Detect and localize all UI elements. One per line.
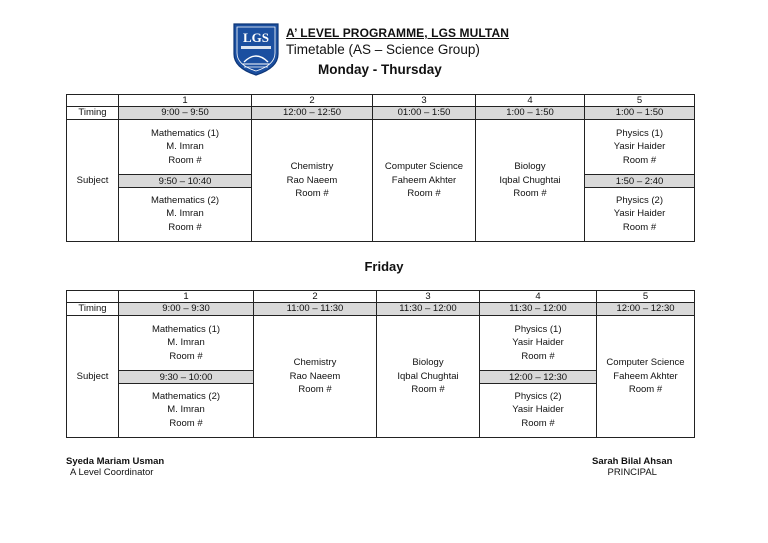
org-title: A’ LEVEL PROGRAMME, LGS MULTAN (286, 26, 510, 40)
timing-cell: 11:30 – 12:00 (377, 303, 480, 316)
subject-block (119, 188, 251, 241)
subject-name: Computer Science (384, 161, 464, 173)
timetable-subtitle: Timetable (AS – Science Group) (286, 42, 480, 57)
timing-row (67, 107, 695, 120)
subject-label: Subject (67, 120, 119, 242)
split-subject-cell (480, 316, 597, 438)
principal-role: PRINCIPAL (607, 467, 657, 478)
subject-name: Mathematics (1) (151, 323, 221, 335)
corner-cell (67, 291, 119, 303)
split-subject-cell (119, 316, 254, 438)
subject-cell (476, 120, 585, 242)
timing-cell: 12:00 – 12:50 (252, 107, 373, 120)
teacher-name: Yasir Haider (512, 337, 564, 349)
timing-cell: 1:00 – 1:50 (476, 107, 585, 120)
friday-timetable (66, 290, 695, 438)
subject-name: Physics (2) (514, 390, 562, 402)
subject-name: Mathematics (1) (150, 127, 220, 139)
subject-name: Computer Science (606, 357, 685, 369)
subject-cell (597, 316, 695, 438)
timing-label: Timing (67, 303, 119, 316)
principal-signature-block (592, 456, 672, 478)
timing-cell: 11:00 – 11:30 (254, 303, 377, 316)
subject-block (480, 384, 596, 437)
teacher-name: Iqbal Chughtai (397, 370, 459, 382)
teacher-name: Iqbal Chughtai (499, 174, 561, 186)
subject-cell (254, 316, 377, 438)
period-header-row (67, 95, 695, 107)
period-number: 3 (377, 291, 480, 303)
split-timing: 9:30 – 10:00 (119, 370, 253, 384)
timing-cell: 12:00 – 12:30 (597, 303, 695, 316)
coordinator-role: A Level Coordinator (70, 467, 154, 478)
document-header (232, 20, 532, 76)
coordinator-name: Syeda Mariam Usman (66, 456, 165, 467)
room-label: Room # (169, 350, 203, 362)
timing-row (67, 303, 695, 316)
teacher-name: Rao Naeem (289, 370, 341, 382)
subject-block (119, 121, 251, 174)
teacher-name: M. Imran (167, 404, 205, 416)
split-timing: 9:50 – 10:40 (119, 174, 251, 188)
teacher-name: Faheem Akhter (391, 174, 457, 186)
subject-cell (252, 120, 373, 242)
period-number: 1 (119, 291, 254, 303)
period-number: 5 (597, 291, 695, 303)
period-number: 5 (585, 95, 695, 107)
room-label: Room # (411, 384, 445, 396)
subject-cell (377, 316, 480, 438)
subject-row (67, 316, 695, 438)
timing-cell: 1:00 – 1:50 (585, 107, 695, 120)
teacher-name: Yasir Haider (613, 141, 666, 153)
lgs-logo-icon (232, 22, 280, 76)
subject-block (480, 317, 596, 370)
teacher-name: Yasir Haider (613, 208, 666, 220)
room-label: Room # (513, 188, 547, 200)
mon-thu-timetable (66, 94, 695, 242)
period-number: 1 (119, 95, 252, 107)
timing-cell: 11:30 – 12:00 (480, 303, 597, 316)
subject-block (119, 384, 253, 437)
room-label: Room # (628, 384, 663, 396)
teacher-name: Rao Naeem (286, 174, 338, 186)
days-heading: Monday - Thursday (318, 62, 442, 77)
subject-block (585, 188, 694, 241)
room-label: Room # (168, 221, 202, 233)
subject-block (119, 317, 253, 370)
principal-name: Sarah Bilal Ahsan (592, 456, 673, 467)
split-timing: 1:50 – 2:40 (585, 174, 694, 188)
period-number: 2 (252, 95, 373, 107)
split-subject-cell (585, 120, 695, 242)
room-label: Room # (521, 417, 555, 429)
period-number: 3 (373, 95, 476, 107)
room-label: Room # (407, 188, 441, 200)
subject-name: Chemistry (290, 161, 334, 173)
period-header-row (67, 291, 695, 303)
timing-cell: 9:00 – 9:30 (119, 303, 254, 316)
teacher-name: Yasir Haider (512, 404, 564, 416)
teacher-name: M. Imran (166, 141, 204, 153)
room-label: Room # (298, 384, 332, 396)
split-subject-cell (119, 120, 252, 242)
teacher-name: M. Imran (166, 208, 204, 220)
subject-name: Biology (412, 357, 444, 369)
room-label: Room # (169, 417, 203, 429)
timing-cell: 9:00 – 9:50 (119, 107, 252, 120)
period-number: 4 (476, 95, 585, 107)
corner-cell (67, 95, 119, 107)
teacher-name: M. Imran (167, 337, 205, 349)
period-number: 4 (480, 291, 597, 303)
coordinator-signature-block (66, 456, 164, 478)
subject-name: Physics (1) (514, 323, 562, 335)
split-timing: 12:00 – 12:30 (480, 370, 596, 384)
room-label: Room # (168, 154, 202, 166)
logo-lettering: LGS (242, 30, 270, 45)
room-label: Room # (521, 350, 555, 362)
period-number: 2 (254, 291, 377, 303)
subject-name: Physics (1) (616, 127, 663, 139)
subject-row (67, 120, 695, 242)
friday-heading: Friday (364, 259, 404, 274)
room-label: Room # (622, 221, 657, 233)
room-label: Room # (295, 188, 329, 200)
timing-label: Timing (67, 107, 119, 120)
timing-cell: 01:00 – 1:50 (373, 107, 476, 120)
teacher-name: Faheem Akhter (613, 370, 678, 382)
subject-name: Chemistry (293, 357, 337, 369)
subject-name: Mathematics (2) (151, 390, 221, 402)
room-label: Room # (622, 154, 657, 166)
subject-label: Subject (67, 316, 119, 438)
subject-block (585, 121, 694, 174)
subject-name: Mathematics (2) (150, 194, 220, 206)
subject-cell (373, 120, 476, 242)
subject-name: Biology (514, 161, 546, 173)
subject-name: Physics (2) (616, 194, 663, 206)
